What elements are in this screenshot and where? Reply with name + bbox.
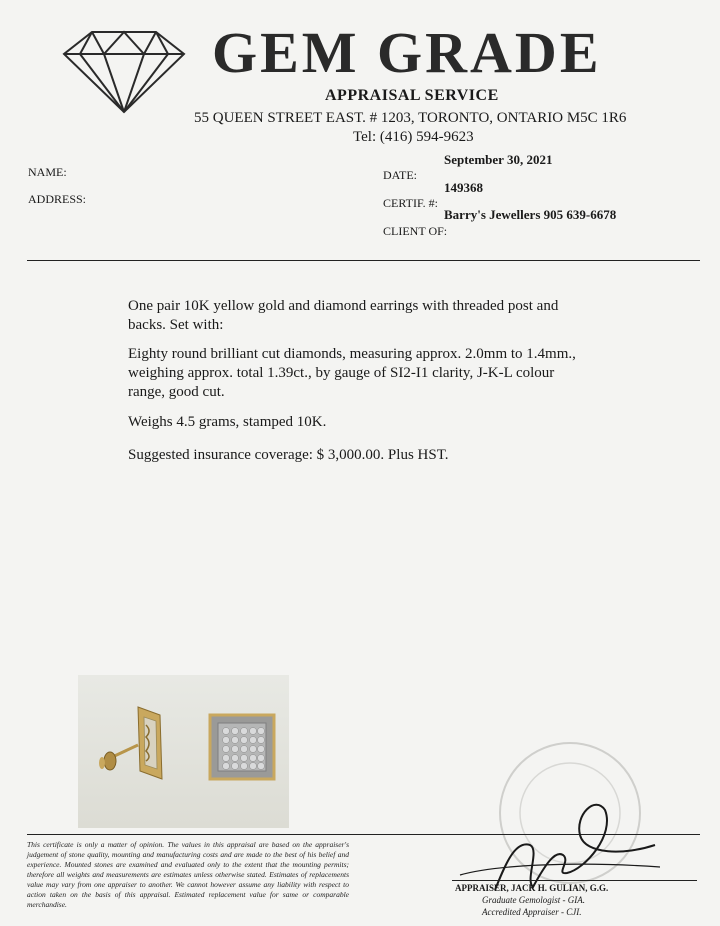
address-label: ADDRESS: [28,192,87,206]
company-subtitle: APPRAISAL SERVICE [325,87,499,104]
company-title: GEM GRADE [212,20,602,85]
diamond-details: Eighty round brilliant cut diamonds, measuring approx. 2.0mm to 1.4mm., weighing approx. total 1.39ct., by gauge of SI2-I1 clarity, J-K-L colour range, good cut. [128,346,576,400]
client-label: CLIENT OF: [383,224,448,238]
earrings-photo [78,675,289,828]
certif-value: 149368 [444,180,483,195]
appraiser-name: APPRAISER, JACK H. GULIAN, G.G. [455,883,609,893]
signature-line [452,880,697,881]
header-divider [27,260,700,261]
appraiser-credential-cji: Accredited Appraiser - CJI. [482,907,582,917]
appraiser-credential-gia: Graduate Gemologist - GIA. [482,895,585,905]
weight-details: Weighs 4.5 grams, stamped 10K. [128,414,327,430]
diamond-logo-icon [62,30,186,114]
certif-label: CERTIF. #: [383,196,438,210]
date-value: September 30, 2021 [444,152,553,167]
client-value: Barry's Jewellers 905 639-6678 [444,207,617,222]
name-label: NAME: [28,165,67,179]
date-label: DATE: [383,168,417,182]
insurance-coverage: Suggested insurance coverage: $ 3,000.00. Plus HST. [128,447,449,463]
disclaimer-text: This certificate is only a matter of opinion. The values in this appraisal are based on the appraiser's judgement of stone quality, mounting and manufacturing costs and are made to the best of his belief and experience. Mounted stones are examined and evaluated only to the extent that the mounting permits; therefore all weights and measurements are estimates unless otherwise stated. Estimates of replacements value may vary from one appraiser to another. We cannot however assume any liability with respect to action taken on the basis of this appraisal. Estimated replacement value for same or comparable merchandise. [27,840,349,909]
company-address: 55 QUEEN STREET EAST. # 1203, TORONTO, ONTARIO M5C 1R6 [194,110,627,126]
item-description: One pair 10K yellow gold and diamond earrings with threaded post and backs. Set with: [128,298,559,333]
company-phone: Tel: (416) 594-9623 [353,129,474,145]
